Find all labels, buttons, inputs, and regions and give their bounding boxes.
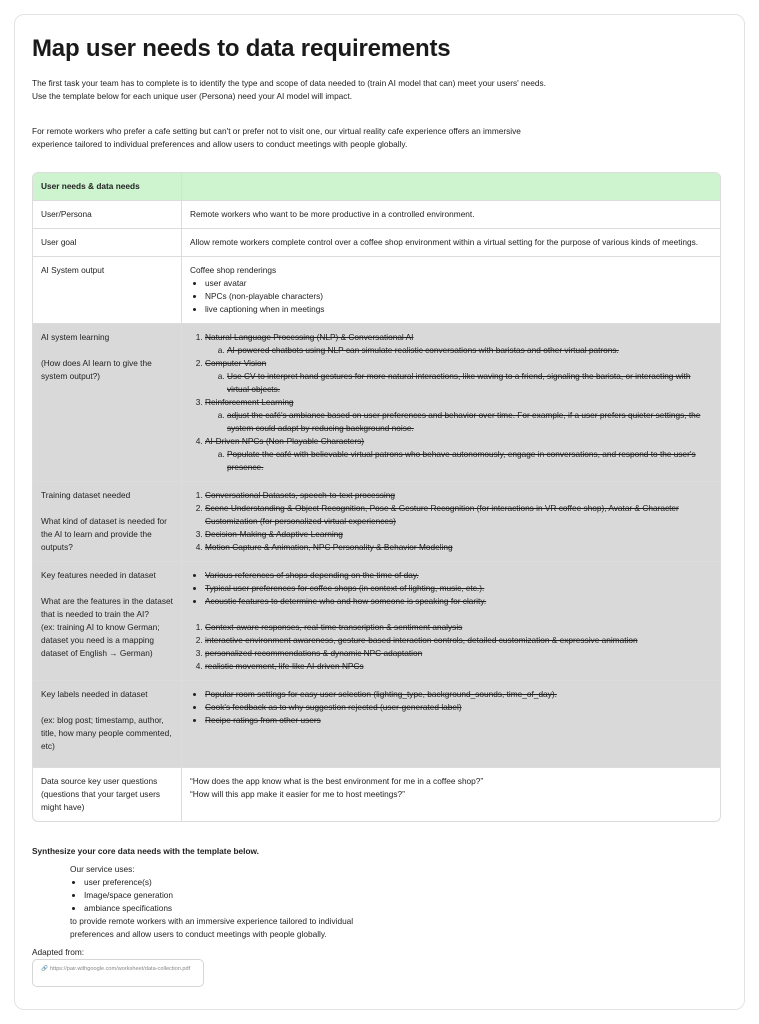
- features-label: Key features needed in dataset: [41, 570, 156, 580]
- row-label: User/Persona: [33, 201, 182, 229]
- synthesis-closing: to provide remote workers with an immersive experience tailored to individual preferences and allow users to conduct meetings with people globally.: [70, 916, 354, 939]
- page-title: Map user needs to data requirements: [32, 35, 451, 62]
- output-intro: Coffee shop renderings: [190, 265, 277, 275]
- question-2: “How will this app make it easier for me to host meetings?”: [190, 789, 405, 799]
- list-item: • ambiance specifications: [84, 902, 385, 915]
- learning-question: (How does AI learn to give the system output?): [41, 358, 152, 381]
- row-label: [33, 681, 182, 768]
- learning-label: AI system learning: [41, 332, 110, 342]
- row-value: [182, 768, 720, 821]
- list-item: 2. Computer Vision a. Use CV to interpret hand gestures for more natural interactions, like waving to a friend, signaling the barista, or interacting with virtual objects.: [205, 357, 712, 396]
- table-row-labels: [33, 681, 720, 768]
- labels-example: (ex: blog post; timestamp, author, title, how many people commented, etc): [41, 715, 172, 751]
- row-value: [182, 482, 720, 562]
- dataset-list: [190, 489, 712, 554]
- sub-list-item: a. Populate the café with believable virtual patrons who behave autonomously, engage in conversations, and respond to the user's presence.: [227, 448, 712, 474]
- row-label: Data source key user questions (questions that your target users might have): [33, 768, 182, 821]
- list-item: 4. AI-Driven NPCs (Non-Playable Characters) a. Populate the café with believable virtual patrons who behave autonomously, engage in conversations, and respond to the user's presence.: [205, 435, 712, 474]
- table-row-learning: [33, 324, 720, 482]
- source-link[interactable]: https://pair.withgoogle.com/worksheet/data-collection.pdf: [49, 966, 191, 972]
- list-item: 2. Scene Understanding & Object Recognition, Pose & Gesture Recognition (for interactions in VR coffee shop), Avatar & Character Customization (for personalized virtual experiences): [205, 502, 712, 528]
- list-item: 4. Motion Capture & Animation, NPC Personality & Behavior Modeling: [205, 541, 712, 554]
- list-item: 1. Context-aware responses, real-time transcription & sentiment analysis: [205, 621, 712, 634]
- synthesis-section: [32, 845, 385, 941]
- features-numbered: [190, 621, 712, 673]
- synthesis-lead: Our service uses:: [70, 864, 135, 874]
- dataset-question: What kind of dataset is needed for the AI to learn and provide the outputs?: [41, 516, 167, 552]
- labels-list: [190, 688, 712, 727]
- output-list: [190, 277, 712, 316]
- labels-label: Key labels needed in dataset: [41, 689, 148, 699]
- context-paragraph: For remote workers who prefer a cafe setting but can't or prefer not to visit one, our virtual reality cafe experience offers an immersive experience tailored to individual preferences and allow users to conduct meetings with people globally.: [32, 126, 521, 149]
- list-item: • Acoustic features to determine who and how someone is speaking for clarity.: [205, 595, 712, 608]
- synthesis-body: [70, 863, 385, 941]
- table-row-output: [33, 257, 720, 324]
- synthesis-list: [70, 876, 385, 915]
- features-question: What are the features in the dataset that is needed to train the AI?: [41, 596, 173, 619]
- header-cell: User needs & data needs: [33, 173, 182, 201]
- table-row-goal: [33, 229, 720, 257]
- table-row-questions: [33, 768, 720, 821]
- table-row-persona: [33, 201, 720, 229]
- row-label: [33, 324, 182, 482]
- table-row-features: [33, 562, 720, 681]
- requirements-table: [32, 172, 721, 822]
- list-item: • Typical user preferences for coffee shops (in context of lighting, music, etc.).: [205, 582, 712, 595]
- list-item: 3. Reinforcement Learning a. adjust the café's ambiance based on user preferences and behavior over time. For example, if a user prefers quieter settings, the system could adapt by reducing background noise.: [205, 396, 712, 435]
- list-item: 1. Natural Language Processing (NLP) & Conversational AI a. AI-powered chatbots using NLP can simulate realistic conversations with baristas and other virtual patrons.: [205, 331, 712, 357]
- row-value: Remote workers who want to be more productive in a controlled environment.: [182, 201, 720, 229]
- row-label: [33, 562, 182, 681]
- sub-list-item: a. AI-powered chatbots using NLP can simulate realistic conversations with baristas and other virtual patrons.: [227, 344, 712, 357]
- worksheet-card: [14, 14, 745, 1010]
- adapted-from-label: Adapted from:: [32, 947, 85, 957]
- sub-list-item: a. Use CV to interpret hand gestures for more natural interactions, like waving to a friend, signaling the barista, or interacting with virtual objects.: [227, 370, 712, 396]
- learning-list: [190, 331, 712, 474]
- table-row-dataset: [33, 482, 720, 562]
- intro-paragraph: The first task your team has to complete is to identify the type and scope of data needed to (train AI model that can) meet your users' needs. Use the template below for each unique user (Persona) need your AI model will impact.: [32, 78, 546, 101]
- list-item: • Various references of shops depending on the time of day.: [205, 569, 712, 582]
- list-item: 4. realistic movement, life-like AI-driven NPCs: [205, 660, 712, 673]
- list-item: • user preference(s): [84, 876, 385, 889]
- row-label: User goal: [33, 229, 182, 257]
- list-item: • Cook's feedback as to why suggestion rejected (user-generated label): [205, 701, 712, 714]
- question-1: “How does the app know what is the best environment for me in a coffee shop?”: [190, 776, 484, 786]
- dataset-label: Training dataset needed: [41, 490, 131, 500]
- row-value: [182, 681, 720, 768]
- list-item: 1. Conversational Datasets, speech-to-text processing: [205, 489, 712, 502]
- sub-list-item: a. adjust the café's ambiance based on user preferences and behavior over time. For example, if a user prefers quieter settings, the system could adapt by reducing background noise.: [227, 409, 712, 435]
- list-item: • user avatar: [205, 277, 712, 290]
- row-label: [33, 482, 182, 562]
- list-item: • Popular room settings for easy user selection (lighting_type, background_sounds, time_of_day).: [205, 688, 712, 701]
- list-item: • live captioning when in meetings: [205, 303, 712, 316]
- row-value: Allow remote workers complete control over a coffee shop environment within a virtual setting for the purpose of various kinds of meetings.: [182, 229, 720, 257]
- link-icon: 🔗: [41, 966, 48, 972]
- list-item: • NPCs (non-playable characters): [205, 290, 712, 303]
- list-item: 3. personalized recommendations & dynamic NPC adaptation: [205, 647, 712, 660]
- synthesis-heading: Synthesize your core data needs with the template below.: [32, 846, 259, 856]
- features-example: (ex: training AI to know German; dataset you need is a mapping dataset of English → German): [41, 622, 160, 658]
- list-item: • Recipe ratings from other users: [205, 714, 712, 727]
- list-item: • Image/space generation: [84, 889, 385, 902]
- source-link-card[interactable]: [32, 959, 204, 987]
- header-empty-cell: [182, 173, 720, 201]
- row-value: [182, 562, 720, 681]
- list-item: 3. Decision-Making & Adaptive Learning: [205, 528, 712, 541]
- row-value: [182, 257, 720, 324]
- list-item: 2. interactive environment awareness, gesture-based interaction controls, detailed customization & expressive animation: [205, 634, 712, 647]
- table-header-row: [33, 173, 720, 201]
- row-value: [182, 324, 720, 482]
- row-label: AI System output: [33, 257, 182, 324]
- features-bullets: [190, 569, 712, 608]
